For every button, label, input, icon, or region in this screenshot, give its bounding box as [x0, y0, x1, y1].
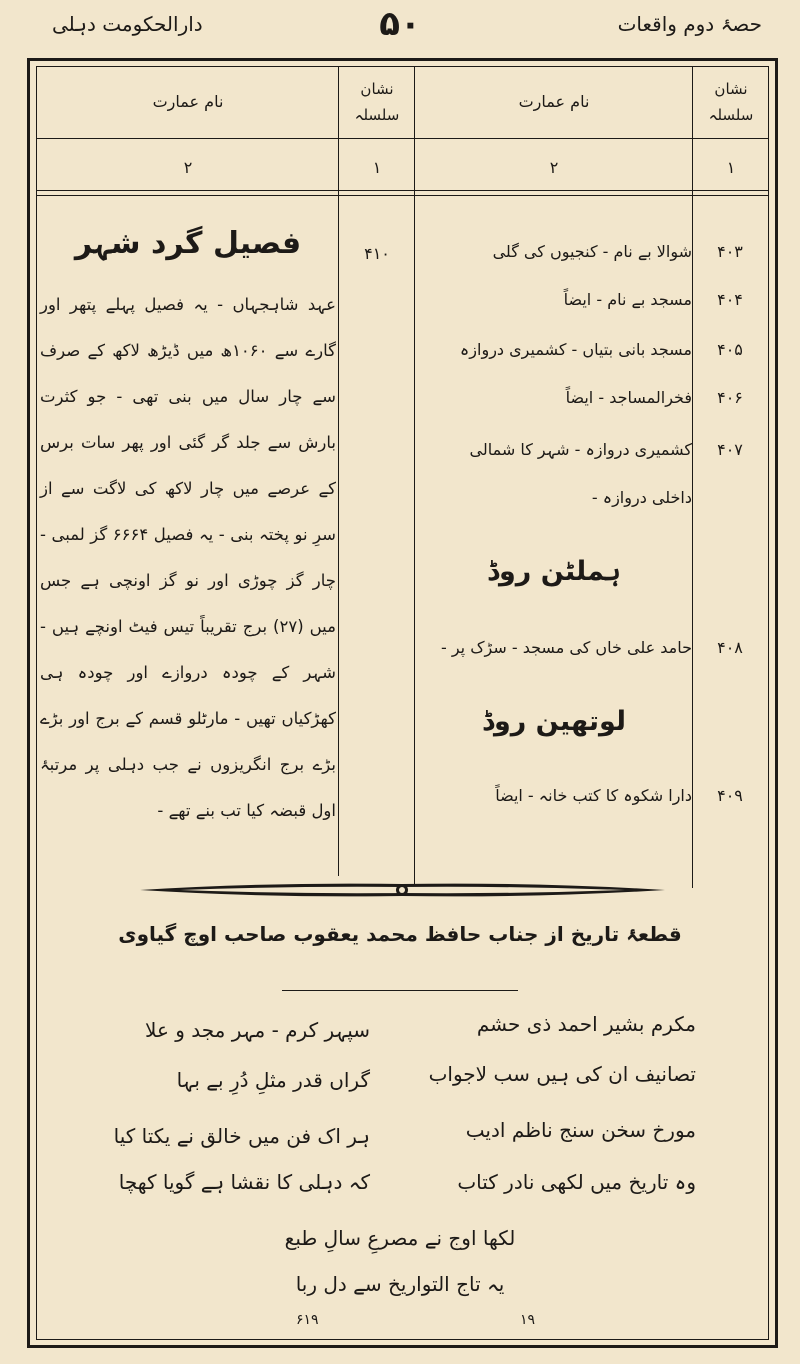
entry-serial: ۴۰۵ [717, 340, 743, 359]
verse-line: مورخ سخن سنج ناظم ادیب [465, 1118, 696, 1142]
entry-text: مسجد بے نام - ایضاً [563, 290, 692, 309]
col-number-name-right: ۲ [549, 158, 559, 177]
col-number-serial-left: ۱ [372, 158, 382, 177]
verse-line: ہر اک فن میں خالق نے یکتا کیا [113, 1124, 370, 1148]
closing-verse: لکھا اوج نے مصرعِ سالِ طبع [284, 1226, 516, 1250]
running-header-left: دارالحکومت دہلی [52, 12, 203, 36]
header-rule [36, 138, 769, 139]
col-header-serial-right: نشان سلسلہ [708, 80, 754, 124]
col-header-name-left: نام عمارت [152, 92, 224, 111]
entry-serial: ۴۰۳ [717, 242, 743, 261]
page-number: ۵۰ [379, 4, 421, 44]
entry-serial: ۴۰۹ [717, 786, 743, 805]
footer-value-right: ۱۹ [520, 1312, 536, 1328]
verse-line: مکرم بشیر احمد ذی حشم [476, 1012, 696, 1036]
verse-line: سپہر کرم - مہر مجد و علا [145, 1018, 370, 1042]
qita-title: قطعۂ تاریخ از جناب حافظ محمد یعقوب صاحب اوچ گیاوی [118, 922, 682, 946]
section-title-hamilton-road: ہملٹن روڈ [486, 556, 621, 587]
col-divider-center [414, 66, 415, 888]
closing-verse: یہ تاج التواریخ سے دل ربا [295, 1272, 505, 1296]
verse-line: وہ تاریخ میں لکھی نادر کتاب [457, 1170, 696, 1194]
numbers-rule-1 [36, 190, 769, 191]
left-entry-paragraph: عہد شاہجہاں - یہ فصیل پہلے پتھر اور گارے سے ۱۰۶۰ھ میں ڈیڑھ لاکھ کے صرف سے چار سال میں بنی تھی - جو کثرت بارش سے جلد گر گئی اور پھر سات برس کے عرصے میں چار لاکھ کی لاگت سے از سرِ نو پختہ بنی - یہ فصیل ۶۶۶۴ گز لمبی - چار گز چوڑی اور نو گز اونچی ہے جس میں (۲۷) برج تقریباً تیس فیٹ اونچے ہیں - شہر کے چودہ دروازے اور چودہ ہی کھڑکیاں تھیں - مارٹلو قسم کے برج اور بڑے بڑے برج انگریزوں نے جب دہلی پر مرتبۂ اول قبضہ کیا تب بنے تھے - [40, 295, 337, 820]
entry-text: مسجد بانی بتیاں - کشمیری دروازہ [459, 340, 692, 359]
entry-serial: ۴۰۸ [717, 638, 743, 657]
col-number-name-left: ۲ [183, 158, 193, 177]
col-number-serial-right: ۱ [726, 158, 736, 177]
verse-line: کہ دہلی کا نقشا ہے گویا کھچا [118, 1170, 370, 1194]
entry-serial: ۴۰۴ [717, 290, 743, 309]
numbers-rule-2 [36, 195, 769, 196]
left-entry-title: فصیل گرد شہر [74, 226, 302, 261]
entry-text: شوالا بے نام - کنجیوں کی گلی [492, 242, 692, 261]
qita-rule [282, 990, 518, 991]
entry-text: داخلی دروازہ - [591, 488, 692, 507]
col-divider-serial-right [692, 66, 693, 888]
col-header-name-right: نام عمارت [518, 92, 590, 111]
col-header-serial-left: نشان سلسلہ [354, 80, 400, 124]
entry-text: حامد علی خاں کی مسجد - سڑک پر - [440, 638, 692, 657]
entry-text: کشمیری دروازہ - شہر کا شمالی [469, 440, 692, 459]
running-header-right: حصۂ دوم واقعات [617, 12, 762, 36]
entry-text: دارا شکوہ کا کتب خانہ - ایضاً [495, 786, 692, 805]
entry-serial-left: ۴۱۰ [364, 244, 390, 263]
ornamental-divider-icon [140, 878, 665, 902]
footer-value-left: ۶۱۹ [296, 1312, 319, 1328]
entry-text: فخرالمساجد - ایضاً [565, 388, 692, 407]
verse-line: تصانیف ان کی ہیں سب لاجواب [428, 1062, 696, 1086]
entry-serial: ۴۰۶ [717, 388, 743, 407]
entry-serial: ۴۰۷ [717, 440, 743, 459]
col-divider-serial-left [338, 66, 339, 876]
verse-line: گراں قدر مثلِ دُرِ بے بہا [176, 1068, 370, 1092]
section-title-lothian-road: لوتھین روڈ [481, 706, 627, 737]
